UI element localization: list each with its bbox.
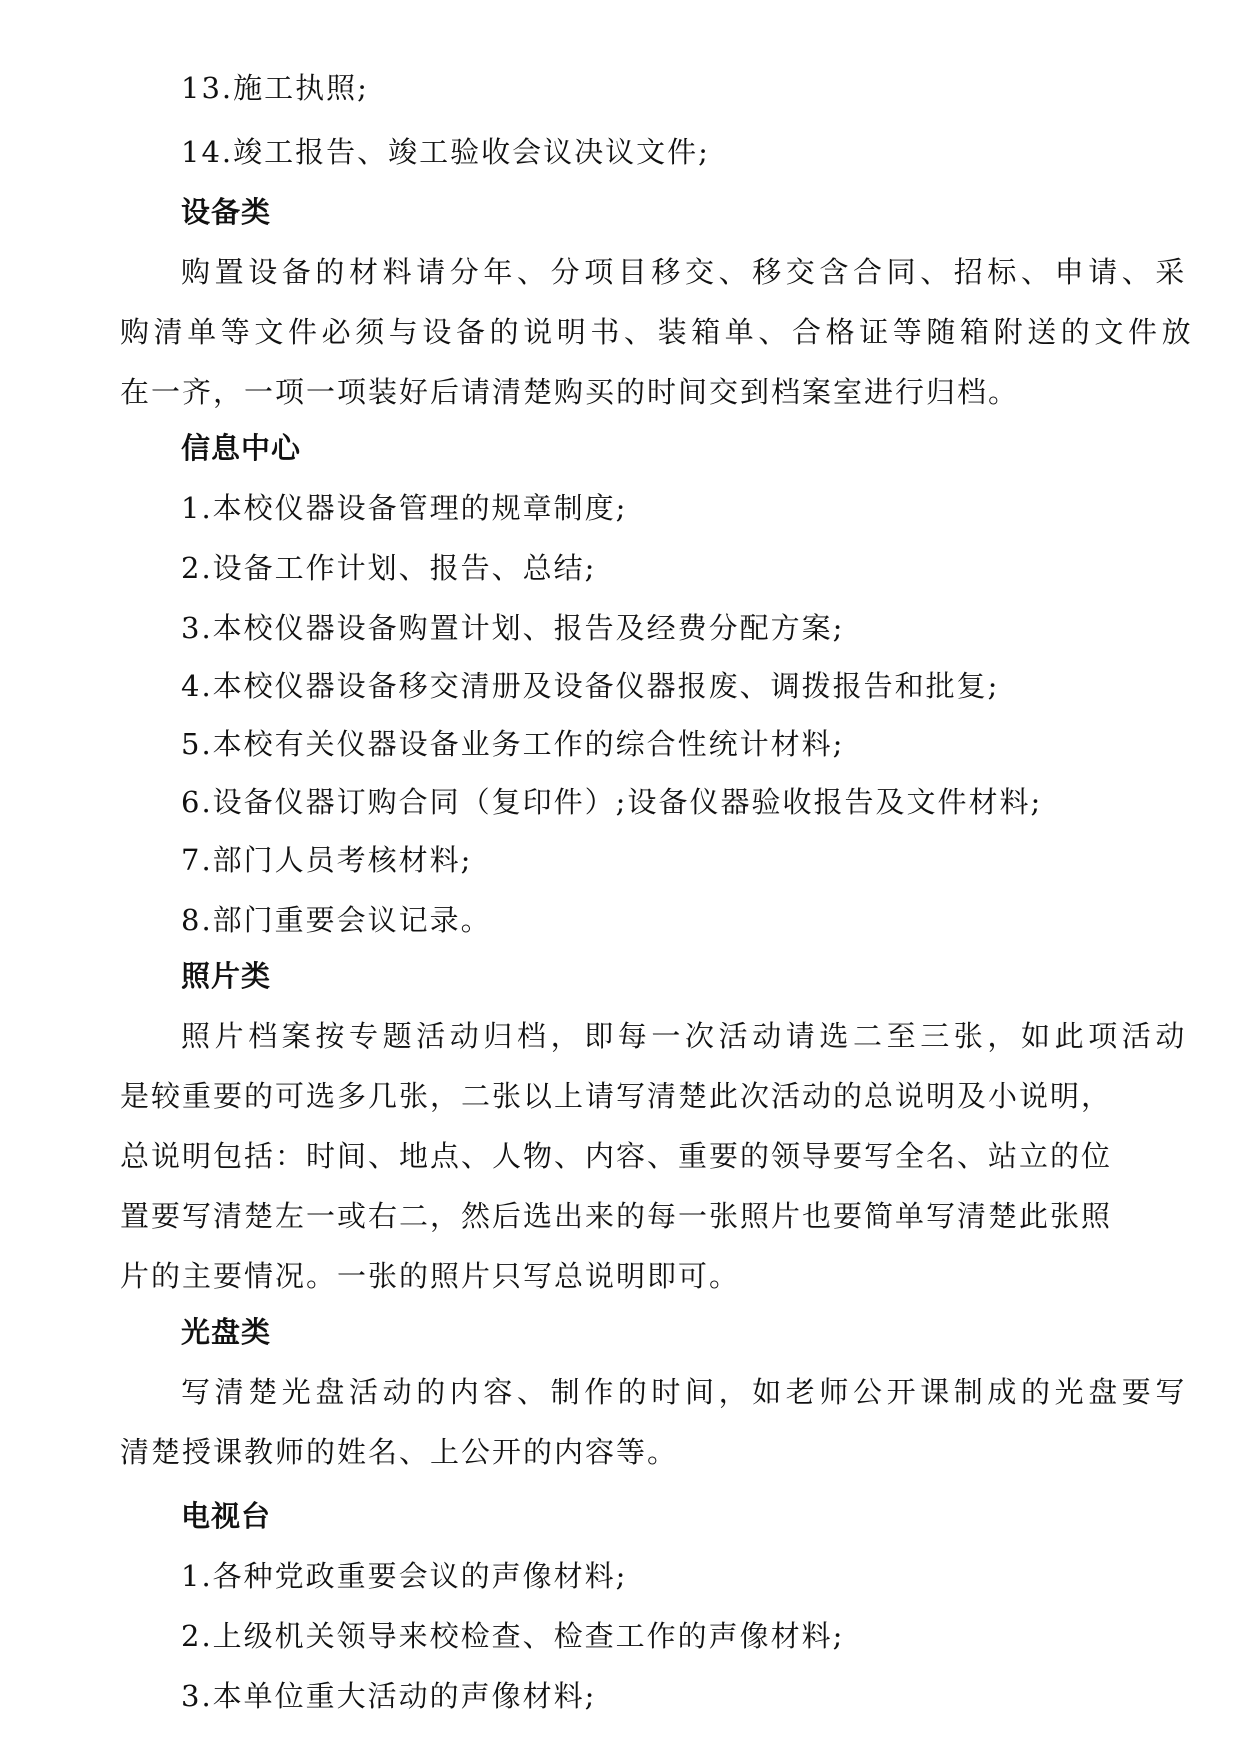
list-item: 6.设备仪器订购合同（复印件）;设备仪器验收报告及文件材料; [181,785,1043,819]
list-item: 1.本校仪器设备管理的规章制度; [181,491,628,525]
paragraph-line: 照片档案按专题活动归档，即每一次活动请选二至三张，如此项活动 [181,1019,1190,1053]
paragraph-line: 是较重要的可选多几张，二张以上请写清楚此次活动的总说明及小说明， [120,1079,1113,1113]
list-item: 14.竣工报告、竣工验收会议决议文件; [181,135,710,169]
section-heading-tv: 电视台 [181,1499,272,1533]
paragraph-line: 置要写清楚左一或右二，然后选出来的每一张照片也要简单写清楚此张照 [120,1199,1113,1233]
list-item: 4.本校仪器设备移交清册及设备仪器报废、调拨报告和批复; [181,669,1000,703]
list-item: 3.本校仪器设备购置计划、报告及经费分配方案; [181,611,845,645]
list-item: 2.设备工作计划、报告、总结; [181,551,597,585]
section-heading-equipment: 设备类 [181,195,272,229]
list-item: 2.上级机关领导来校检查、检查工作的声像材料; [181,1619,845,1653]
list-item: 7.部门人员考核材料; [181,843,473,877]
section-heading-photos: 照片类 [181,959,272,993]
list-item: 13.施工执照; [181,71,369,105]
list-item: 1.各种党政重要会议的声像材料; [181,1559,628,1593]
paragraph-line: 购清单等文件必须与设备的说明书、装箱单、合格证等随箱附送的文件放 [120,315,1196,349]
paragraph-line: 在一齐，一项一项装好后请清楚购买的时间交到档案室进行归档。 [120,375,1020,409]
paragraph-line: 写清楚光盘活动的内容、制作的时间，如老师公开课制成的光盘要写 [181,1375,1190,1409]
section-heading-info-center: 信息中心 [181,431,302,465]
list-item: 8.部门重要会议记录。 [181,903,492,937]
paragraph-line: 总说明包括：时间、地点、人物、内容、重要的领导要写全名、站立的位 [120,1139,1113,1173]
paragraph-line: 购置设备的材料请分年、分项目移交、移交含合同、招标、申请、采 [181,255,1190,289]
list-item: 5.本校有关仪器设备业务工作的综合性统计材料; [181,727,845,761]
section-heading-discs: 光盘类 [181,1315,272,1349]
paragraph-line: 清楚授课教师的姓名、上公开的内容等。 [120,1435,679,1469]
paragraph-line: 片的主要情况。一张的照片只写总说明即可。 [120,1259,741,1293]
list-item: 3.本单位重大活动的声像材料; [181,1679,597,1713]
